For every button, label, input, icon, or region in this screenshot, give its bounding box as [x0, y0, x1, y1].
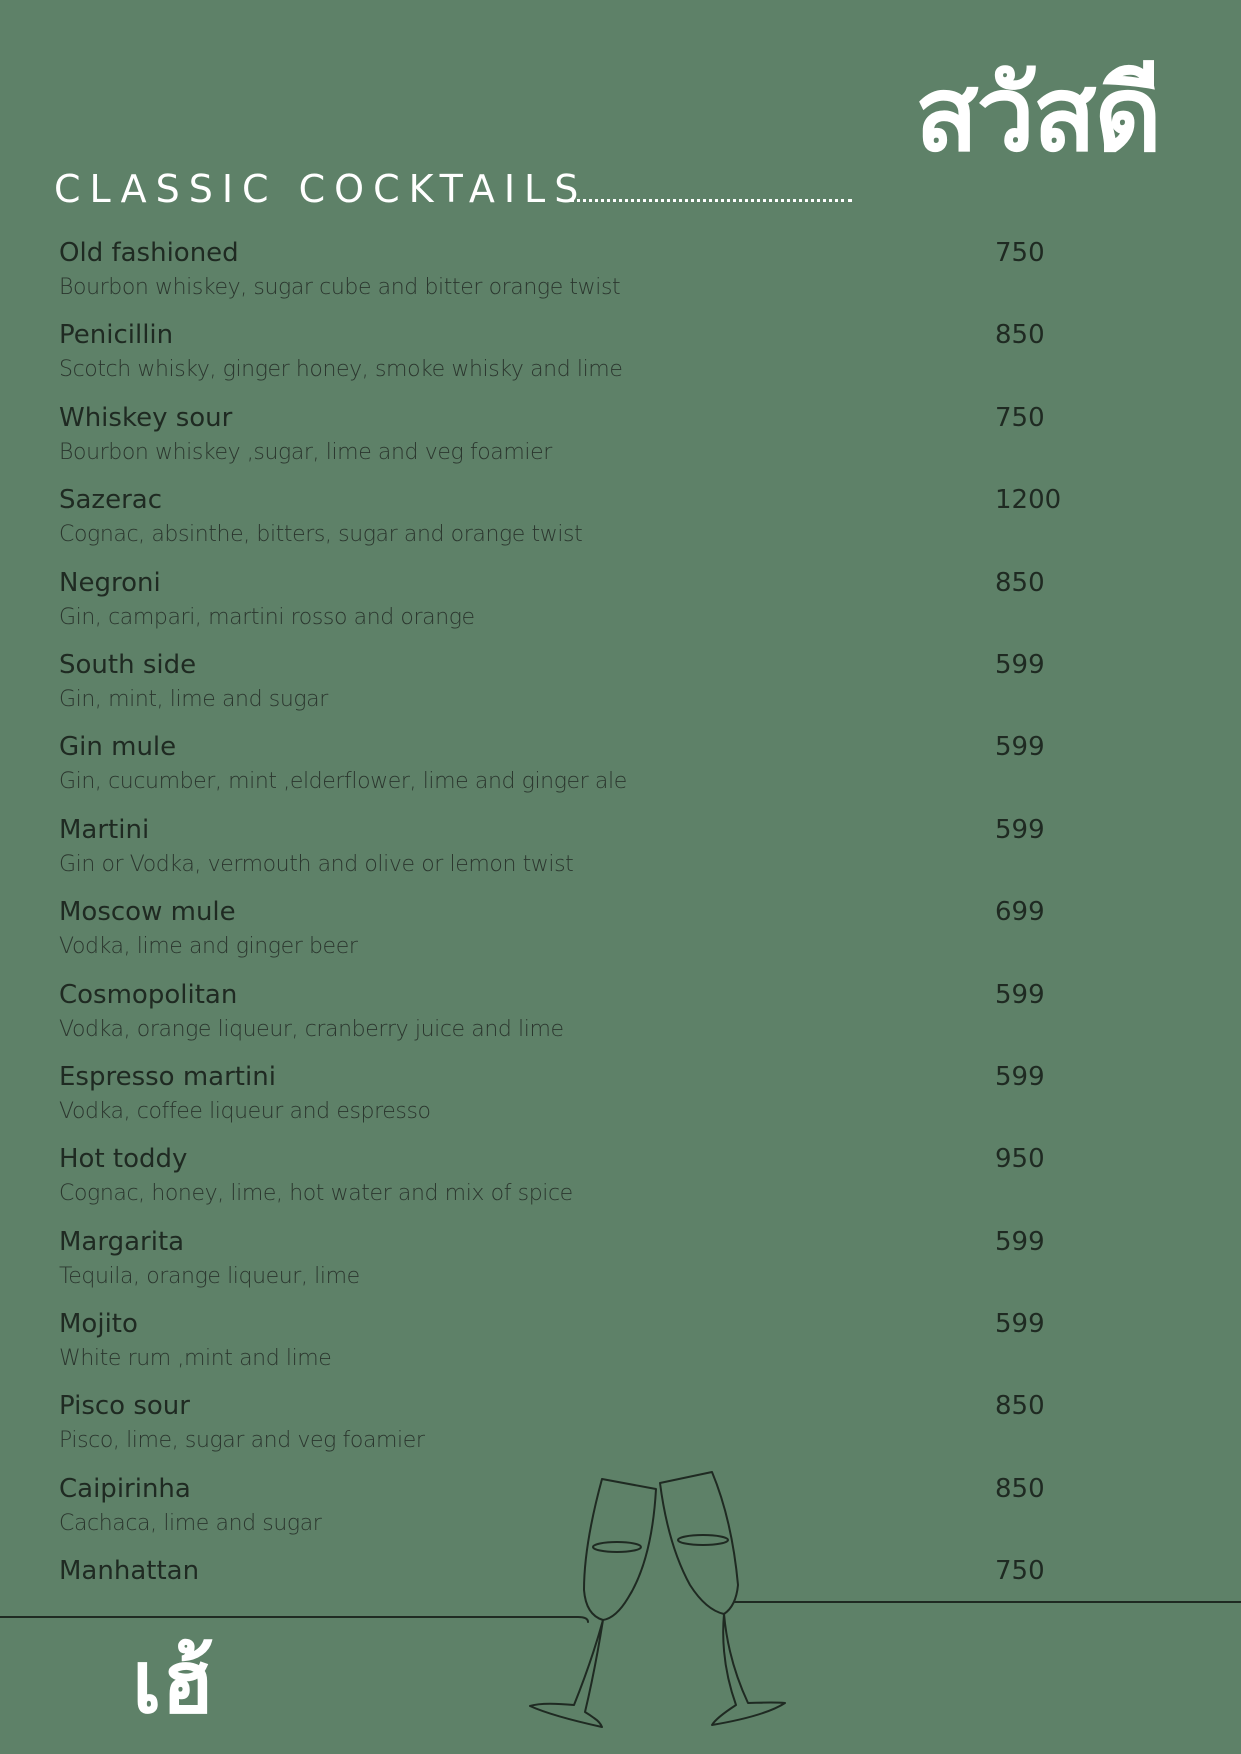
menu-item-description: Tequila, orange liqueur, lime	[59, 1263, 360, 1289]
menu-item-price: 599	[995, 979, 1045, 1010]
menu-item-description: Bourbon whiskey ,sugar, lime and veg foamier	[59, 439, 552, 465]
menu-item-description: Vodka, coffee liqueur and espresso	[59, 1098, 431, 1124]
menu-item-description: Gin, campari, martini rosso and orange	[59, 604, 475, 630]
menu-item-name: Sazerac	[59, 485, 162, 516]
menu-item-description: Cognac, honey, lime, hot water and mix of spice	[59, 1181, 573, 1207]
menu-item-price: 850	[995, 567, 1045, 598]
menu-item-name: Gin mule	[59, 732, 177, 763]
menu-item-name: Moscow mule	[59, 897, 236, 928]
menu-item-name: Penicillin	[59, 320, 174, 351]
menu-item-description: Pisco, lime, sugar and veg foamier	[59, 1428, 425, 1454]
menu-item-price: 950	[995, 1144, 1045, 1175]
menu-item-price: 599	[995, 1226, 1045, 1257]
menu-item-name: Cosmopolitan	[59, 979, 238, 1010]
menu-item-price: 599	[995, 649, 1045, 680]
menu-item-description: Bourbon whiskey, sugar cube and bitter orange twist	[59, 275, 621, 300]
menu-item-name: Pisco sour	[59, 1391, 190, 1422]
menu-item-description: Gin or Vodka, vermouth and olive or lemon twist	[59, 851, 574, 877]
menu-item-name: South side	[59, 649, 197, 680]
menu-item-description: Vodka, orange liqueur, cranberry juice and lime	[59, 1016, 564, 1042]
menu-item-description: Cognac, absinthe, bitters, sugar and orange twist	[59, 522, 583, 548]
brand-title: สวัสดี	[915, 53, 1160, 175]
menu-item-price: 750	[995, 402, 1045, 433]
menu-item-price: 599	[995, 1061, 1045, 1092]
menu-item-name: Hot toddy	[59, 1144, 188, 1175]
menu-item-name: Martini	[59, 814, 150, 845]
menu-item-description: Gin, cucumber, mint ,elderflower, lime and ginger ale	[59, 769, 627, 795]
menu-item-description: Vodka, lime and ginger beer	[59, 934, 358, 960]
menu-item-name: Old fashioned	[59, 238, 239, 268]
menu-item-price: 599	[995, 732, 1045, 763]
menu-item-name: Mojito	[59, 1309, 138, 1340]
menu-item-description: White rum ,mint and lime	[59, 1346, 332, 1372]
menu-item-name: Espresso martini	[59, 1061, 276, 1092]
menu-item-name: Caipirinha	[59, 1473, 191, 1504]
menu-item-name: Whiskey sour	[59, 402, 233, 433]
menu-item-name: Negroni	[59, 567, 161, 598]
menu-item-price: 850	[995, 320, 1045, 351]
menu-item-price: 750	[995, 1556, 1045, 1587]
menu-item-price: 850	[995, 1473, 1045, 1504]
menu-item-price: 1200	[995, 485, 1062, 516]
menu-item-name: Manhattan	[59, 1556, 200, 1587]
menu-item-price: 599	[995, 814, 1045, 845]
section-title: CLASSIC COCKTAILS	[54, 167, 588, 211]
menu-item-price: 750	[995, 238, 1045, 268]
footer-word: เฮ้	[132, 1633, 214, 1733]
menu-item-description: Cachaca, lime and sugar	[59, 1510, 322, 1536]
menu-item-name: Margarita	[59, 1226, 185, 1257]
menu-item-description: Gin, mint, lime and sugar	[59, 686, 328, 712]
menu-item-price: 699	[995, 897, 1045, 928]
menu-item-price: 850	[995, 1391, 1045, 1422]
menu-item-price: 599	[995, 1309, 1045, 1340]
menu-item-description: Scotch whisky, ginger honey, smoke whisky and lime	[59, 357, 623, 383]
